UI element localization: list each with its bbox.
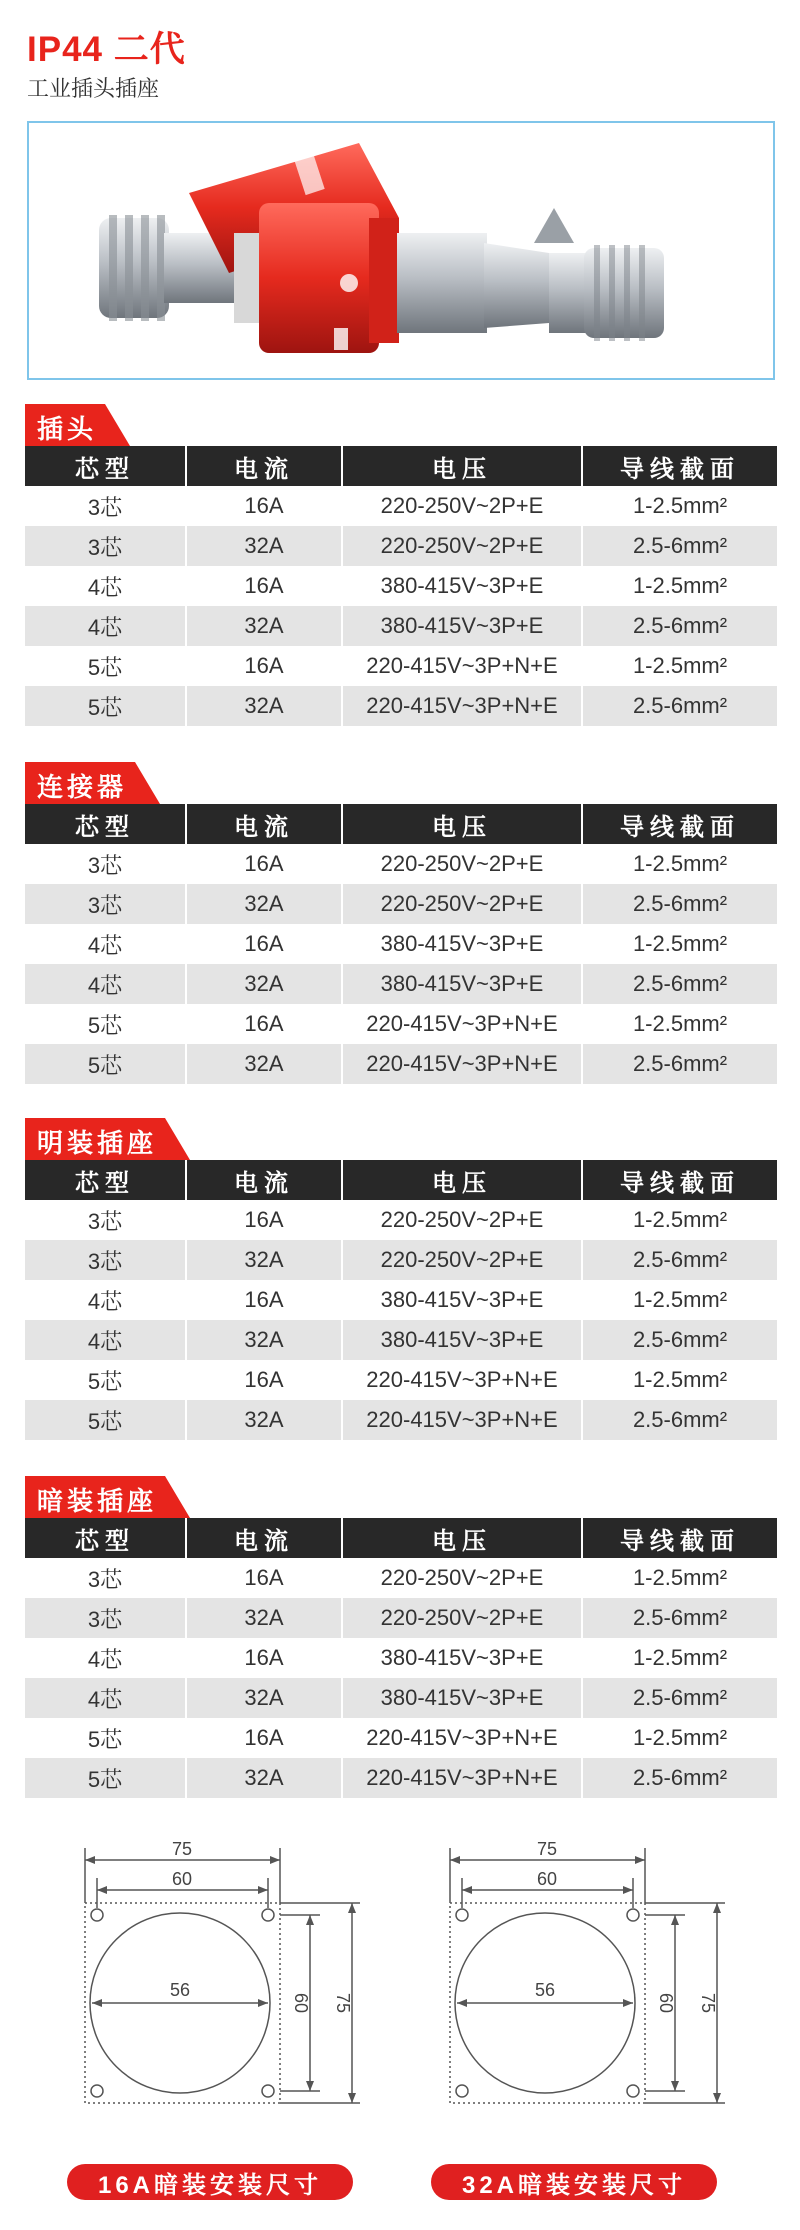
cell-wire-section: 2.5-6mm² <box>632 1765 728 1790</box>
cell-wire-section: 1-2.5mm² <box>632 1367 728 1392</box>
cell-cores: 3芯 <box>25 1240 187 1280</box>
dim-hole-spacing: 60 <box>171 1869 193 1889</box>
table-header <box>25 1518 777 1558</box>
cell-voltage: 220-415V~3P+N+E <box>343 646 583 686</box>
industrial-plug-image <box>29 123 773 378</box>
cell-cores: 4芯 <box>25 1280 187 1320</box>
cell-voltage: 220-415V~3P+N+E <box>343 1360 583 1400</box>
table-row <box>25 1638 777 1678</box>
dim-circle-diameter: 56 <box>169 1980 191 2000</box>
table-header <box>25 446 777 486</box>
cell-cores: 5芯 <box>25 1718 187 1758</box>
cell-current: 16A <box>187 1360 343 1400</box>
cell-current: 32A <box>187 1400 343 1440</box>
section-plug <box>25 404 777 726</box>
cell-wire-section: 1-2.5mm² <box>632 1565 728 1590</box>
cell-cores: 5芯 <box>25 1360 187 1400</box>
cell-current: 16A <box>187 1718 343 1758</box>
dim-outer-width: 75 <box>171 1839 193 1859</box>
table-row <box>25 686 777 726</box>
cell-current: 16A <box>187 646 343 686</box>
cell-wire-section: 1-2.5mm² <box>632 851 728 876</box>
cell-wire-section: 2.5-6mm² <box>632 971 728 996</box>
cell-voltage: 220-415V~3P+N+E <box>343 1004 583 1044</box>
page-title: IP44 二代 <box>27 30 186 69</box>
table-row <box>25 1598 777 1638</box>
cell-cores: 4芯 <box>25 606 187 646</box>
cell-cores: 3芯 <box>25 1558 187 1598</box>
cell-current: 16A <box>187 844 343 884</box>
cell-current: 16A <box>187 1638 343 1678</box>
table-row <box>25 964 777 1004</box>
col-voltage: 电压 <box>343 1518 583 1558</box>
section-tag-label: 明装插座 <box>37 1128 158 1158</box>
cell-cores: 4芯 <box>25 1678 187 1718</box>
cell-wire-section: 1-2.5mm² <box>632 1645 728 1670</box>
dimension-diagram-16a <box>70 1838 370 2133</box>
cell-current: 32A <box>187 1758 343 1798</box>
table-row <box>25 1200 777 1240</box>
page-subtitle: 工业插头插座 <box>27 76 160 101</box>
cell-cores: 5芯 <box>25 1758 187 1798</box>
cell-wire-section: 1-2.5mm² <box>632 1011 728 1036</box>
cell-cores: 4芯 <box>25 1320 187 1360</box>
col-cores: 芯型 <box>25 1518 187 1558</box>
cell-voltage: 380-415V~3P+E <box>343 1678 583 1718</box>
table-row <box>25 884 777 924</box>
col-voltage: 电压 <box>343 804 583 844</box>
cell-current: 32A <box>187 1240 343 1280</box>
cell-wire-section: 1-2.5mm² <box>632 1725 728 1750</box>
cell-voltage: 220-250V~2P+E <box>343 526 583 566</box>
cell-cores: 4芯 <box>25 566 187 606</box>
cell-cores: 4芯 <box>25 1638 187 1678</box>
cell-current: 16A <box>187 924 343 964</box>
cell-current: 16A <box>187 1200 343 1240</box>
col-wire-section: 导线截面 <box>620 1169 740 1197</box>
cell-wire-section: 2.5-6mm² <box>632 1605 728 1630</box>
table-row <box>25 1558 777 1598</box>
cell-wire-section: 1-2.5mm² <box>632 573 728 598</box>
cell-current: 32A <box>187 1320 343 1360</box>
cell-wire-section: 2.5-6mm² <box>632 1327 728 1352</box>
cell-voltage: 220-250V~2P+E <box>343 884 583 924</box>
col-current: 电流 <box>187 1518 343 1558</box>
cell-voltage: 380-415V~3P+E <box>343 964 583 1004</box>
cell-wire-section: 1-2.5mm² <box>632 1207 728 1232</box>
section-connector <box>25 762 777 1084</box>
cell-current: 32A <box>187 686 343 726</box>
cell-cores: 5芯 <box>25 646 187 686</box>
cell-wire-section: 2.5-6mm² <box>632 1051 728 1076</box>
table-row <box>25 1758 777 1798</box>
cell-wire-section: 2.5-6mm² <box>632 891 728 916</box>
col-wire-section: 导线截面 <box>620 455 740 483</box>
dim-circle-diameter: 56 <box>534 1980 556 2000</box>
cell-wire-section: 2.5-6mm² <box>632 613 728 638</box>
product-photo <box>27 121 775 380</box>
table-row <box>25 1360 777 1400</box>
section-tag <box>25 1476 777 1518</box>
cell-cores: 3芯 <box>25 884 187 924</box>
table-row <box>25 1240 777 1280</box>
col-cores: 芯型 <box>25 804 187 844</box>
cell-current: 32A <box>187 526 343 566</box>
section-tag <box>25 762 777 804</box>
table-header <box>25 804 777 844</box>
table-row <box>25 1004 777 1044</box>
dim-outer-width: 75 <box>536 1839 558 1859</box>
cell-current: 32A <box>187 1044 343 1084</box>
cell-voltage: 220-250V~2P+E <box>343 844 583 884</box>
section-tag <box>25 404 777 446</box>
section-tag-label: 插头 <box>37 414 98 444</box>
table-header <box>25 1160 777 1200</box>
col-voltage: 电压 <box>343 1160 583 1200</box>
table-row <box>25 844 777 884</box>
diagram-label-16a: 16A暗装安装尺寸 <box>67 2164 353 2200</box>
cell-voltage: 380-415V~3P+E <box>343 1638 583 1678</box>
cell-wire-section: 2.5-6mm² <box>632 693 728 718</box>
table-row <box>25 1678 777 1718</box>
table-row <box>25 526 777 566</box>
dimension-drawing <box>70 1838 370 2128</box>
cell-voltage: 380-415V~3P+E <box>343 606 583 646</box>
cell-wire-section: 2.5-6mm² <box>632 1685 728 1710</box>
cell-cores: 4芯 <box>25 924 187 964</box>
cell-voltage: 220-415V~3P+N+E <box>343 1758 583 1798</box>
cell-voltage: 380-415V~3P+E <box>343 566 583 606</box>
cell-wire-section: 1-2.5mm² <box>632 653 728 678</box>
cell-current: 32A <box>187 964 343 1004</box>
dim-hole-spacing-v: 60 <box>291 1992 311 2014</box>
col-voltage: 电压 <box>343 446 583 486</box>
cell-cores: 3芯 <box>25 526 187 566</box>
cell-cores: 5芯 <box>25 686 187 726</box>
dim-outer-height: 75 <box>698 1992 718 2014</box>
cell-voltage: 220-250V~2P+E <box>343 1240 583 1280</box>
col-wire-section: 导线截面 <box>620 813 740 841</box>
table-row <box>25 1044 777 1084</box>
cell-cores: 3芯 <box>25 844 187 884</box>
col-current: 电流 <box>187 1160 343 1200</box>
section-tag-label: 连接器 <box>37 772 128 802</box>
cell-current: 16A <box>187 1280 343 1320</box>
dim-hole-spacing-v: 60 <box>656 1992 676 2014</box>
cell-voltage: 220-250V~2P+E <box>343 1200 583 1240</box>
table-row <box>25 1718 777 1758</box>
cell-current: 16A <box>187 1004 343 1044</box>
table-row <box>25 1320 777 1360</box>
cell-cores: 3芯 <box>25 1200 187 1240</box>
cell-voltage: 220-250V~2P+E <box>343 1598 583 1638</box>
cell-cores: 5芯 <box>25 1044 187 1084</box>
cell-voltage: 220-250V~2P+E <box>343 486 583 526</box>
cell-current: 16A <box>187 1558 343 1598</box>
cell-cores: 3芯 <box>25 486 187 526</box>
cell-cores: 3芯 <box>25 1598 187 1638</box>
cell-wire-section: 1-2.5mm² <box>632 1287 728 1312</box>
cell-cores: 5芯 <box>25 1004 187 1044</box>
table-row <box>25 486 777 526</box>
col-cores: 芯型 <box>25 446 187 486</box>
cell-wire-section: 2.5-6mm² <box>632 1407 728 1432</box>
cell-voltage: 220-415V~3P+N+E <box>343 686 583 726</box>
table-row <box>25 1400 777 1440</box>
cell-wire-section: 1-2.5mm² <box>632 493 728 518</box>
section-surface-socket <box>25 1118 777 1440</box>
cell-current: 32A <box>187 1598 343 1638</box>
dimension-drawing <box>435 1838 735 2128</box>
cell-voltage: 220-415V~3P+N+E <box>343 1400 583 1440</box>
table-row <box>25 1280 777 1320</box>
cell-current: 32A <box>187 1678 343 1718</box>
table-row <box>25 646 777 686</box>
cell-current: 32A <box>187 884 343 924</box>
cell-voltage: 220-250V~2P+E <box>343 1558 583 1598</box>
table-row <box>25 606 777 646</box>
cell-current: 16A <box>187 566 343 606</box>
dimension-diagram-32a <box>435 1838 735 2133</box>
table-row <box>25 924 777 964</box>
cell-voltage: 380-415V~3P+E <box>343 1320 583 1360</box>
cell-current: 16A <box>187 486 343 526</box>
col-wire-section: 导线截面 <box>620 1527 740 1555</box>
section-tag <box>25 1118 777 1160</box>
table-row <box>25 566 777 606</box>
cell-wire-section: 2.5-6mm² <box>632 1247 728 1272</box>
diagram-label-32a: 32A暗装安装尺寸 <box>431 2164 717 2200</box>
cell-wire-section: 2.5-6mm² <box>632 533 728 558</box>
cell-voltage: 220-415V~3P+N+E <box>343 1718 583 1758</box>
cell-voltage: 380-415V~3P+E <box>343 1280 583 1320</box>
cell-cores: 5芯 <box>25 1400 187 1440</box>
dim-outer-height: 75 <box>333 1992 353 2014</box>
cell-current: 32A <box>187 606 343 646</box>
cell-wire-section: 1-2.5mm² <box>632 931 728 956</box>
cell-voltage: 220-415V~3P+N+E <box>343 1044 583 1084</box>
cell-cores: 4芯 <box>25 964 187 1004</box>
section-tag-label: 暗装插座 <box>37 1486 158 1516</box>
col-current: 电流 <box>187 446 343 486</box>
cell-voltage: 380-415V~3P+E <box>343 924 583 964</box>
col-cores: 芯型 <box>25 1160 187 1200</box>
section-flush-socket <box>25 1476 777 1798</box>
dim-hole-spacing: 60 <box>536 1869 558 1889</box>
col-current: 电流 <box>187 804 343 844</box>
